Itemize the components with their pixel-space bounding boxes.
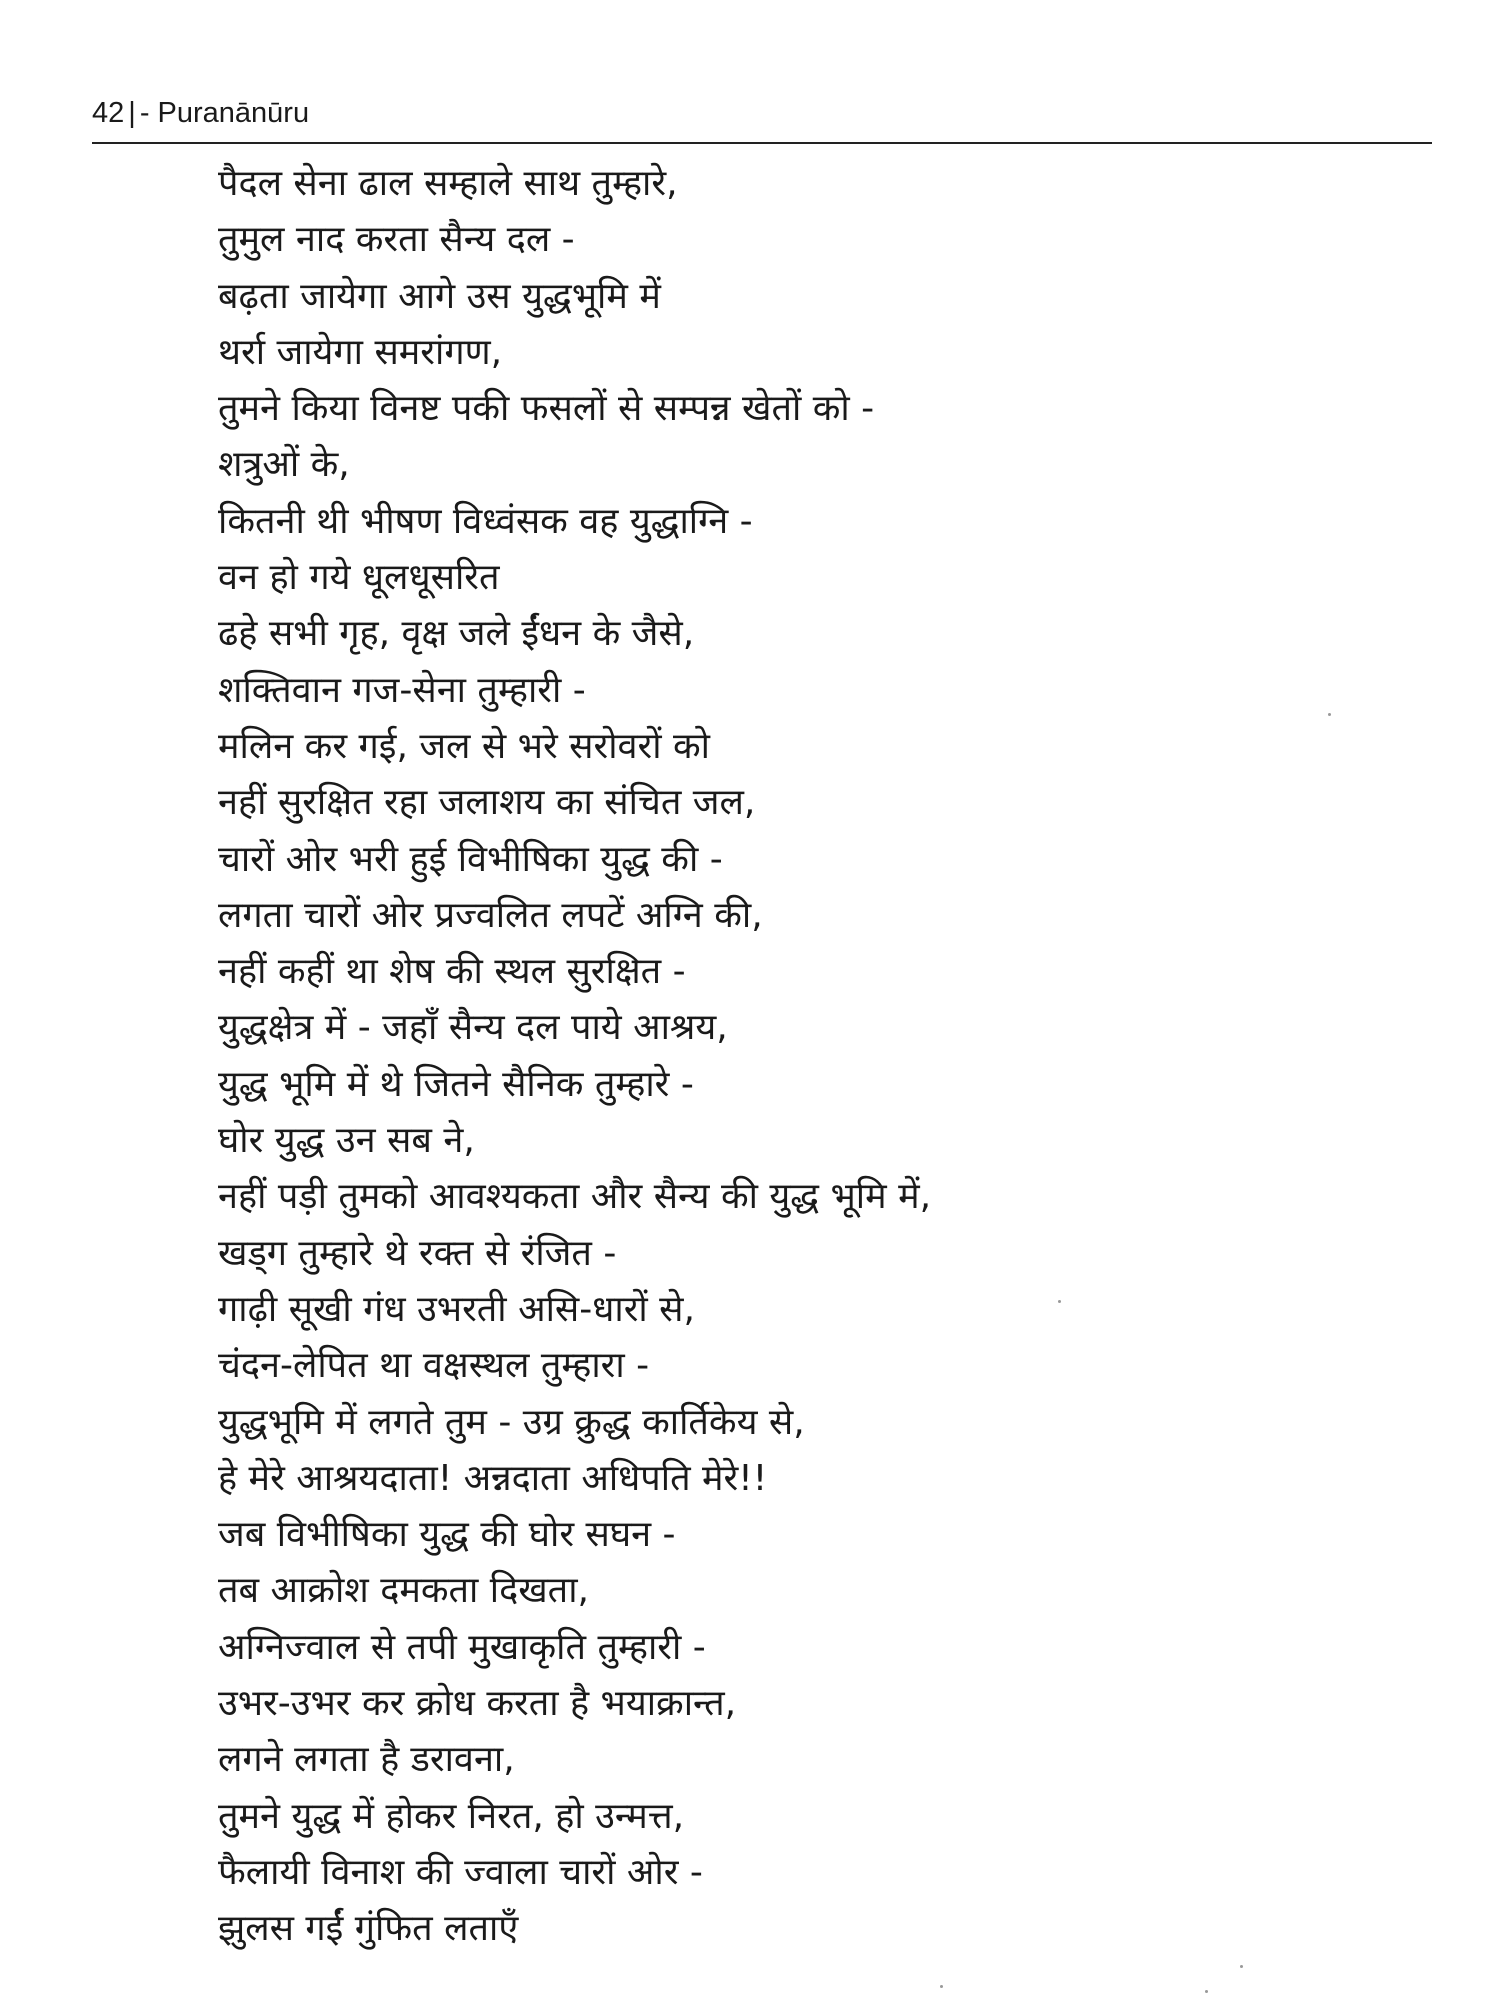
verse-line: ढहे सभी गृह, वृक्ष जले ईंधन के जैसे, — [218, 613, 695, 655]
page-number: 42 — [92, 97, 125, 129]
verse-line: हे मेरे आश्रयदाता! अन्नदाता अधिपति मेरे!! — [218, 1457, 768, 1499]
verse-line: युद्ध भूमि में थे जितने सैनिक तुम्हारे - — [218, 1063, 694, 1105]
scan-speck — [940, 1985, 943, 1988]
verse-line: पैदल सेना ढाल सम्हाले साथ तुम्हारे, — [218, 163, 678, 204]
verse-line: नहीं सुरक्षित रहा जलाशय का संचित जल, — [218, 782, 756, 824]
verse-line: युद्धक्षेत्र में - जहाँ सैन्य दल पाये आश्रय, — [218, 1007, 728, 1049]
verse-line: फैलायी विनाश की ज्वाला चारों ओर - — [218, 1851, 703, 1893]
scan-speck — [1058, 1300, 1061, 1303]
verse-line: गाढ़ी सूखी गंध उभरती असि-धारों से, — [218, 1288, 695, 1330]
verse-line: लगता चारों ओर प्रज्वलित लपटें अग्नि की, — [218, 894, 763, 936]
verse-line: जब विभीषिका युद्ध की घोर सघन - — [218, 1514, 676, 1556]
verse-line: बढ़ता जायेगा आगे उस युद्धभूमि में — [218, 275, 661, 317]
verse-line: चंदन-लेपित था वक्षस्थल तुम्हारा - — [218, 1345, 650, 1387]
verse-line: शक्तिवान गज-सेना तुम्हारी - — [218, 669, 586, 711]
verse-line: खड्ग तुम्हारे थे रक्त से रंजित - — [218, 1232, 617, 1274]
book-title: - Puranānūru — [139, 97, 310, 129]
verse-line: उभर-उभर कर क्रोध करता है भयाक्रान्त, — [218, 1683, 737, 1725]
verse-line: नहीं कहीं था शेष की स्थल सुरक्षित - — [218, 951, 686, 993]
verse-line: थर्रा जायेगा समरांगण, — [218, 331, 503, 373]
verse-line: शत्रुओं के, — [218, 444, 350, 486]
verse-line: घोर युद्ध उन सब ने, — [218, 1120, 475, 1162]
verse-line: वन हो गये धूलधूसरित — [218, 557, 500, 599]
scan-speck — [1205, 1990, 1208, 1993]
verse-line: झुलस गईं गुंफित लताएँ — [218, 1908, 519, 1950]
verse-line: कितनी थी भीषण विध्वंसक वह युद्धाग्नि - — [218, 500, 753, 542]
header-rule — [92, 142, 1432, 144]
verse-line: लगने लगता है डरावना, — [218, 1739, 515, 1781]
verse-line: अग्निज्वाल से तपी मुखाकृति तुम्हारी - — [218, 1626, 706, 1668]
verse-line: तब आक्रोश दमकता दिखता, — [218, 1570, 589, 1612]
verse-line: मलिन कर गई, जल से भरे सरोवरों को — [218, 725, 711, 767]
verse-line: तुमुल नाद करता सैन्य दल - — [218, 219, 575, 261]
scan-speck — [1240, 1965, 1243, 1968]
verse-block — [218, 156, 1418, 1958]
verse-line: नहीं पड़ी तुमको आवश्यकता और सैन्य की युद्ध भूमि में, — [218, 1176, 932, 1218]
verse-line: युद्धभूमि में लगते तुम - उग्र क्रुद्ध कार्तिकेय से, — [218, 1401, 805, 1443]
verse-line: तुमने युद्ध में होकर निरत, हो उन्मत्त, — [218, 1795, 685, 1837]
verse-line: चारों ओर भरी हुई विभीषिका युद्ध की - — [218, 838, 723, 880]
verse-line: तुमने किया विनष्ट पकी फसलों से सम्पन्न खेतों को - — [218, 388, 875, 430]
scan-speck — [1328, 713, 1331, 716]
header-separator: | — [128, 97, 136, 129]
running-header — [92, 96, 309, 130]
